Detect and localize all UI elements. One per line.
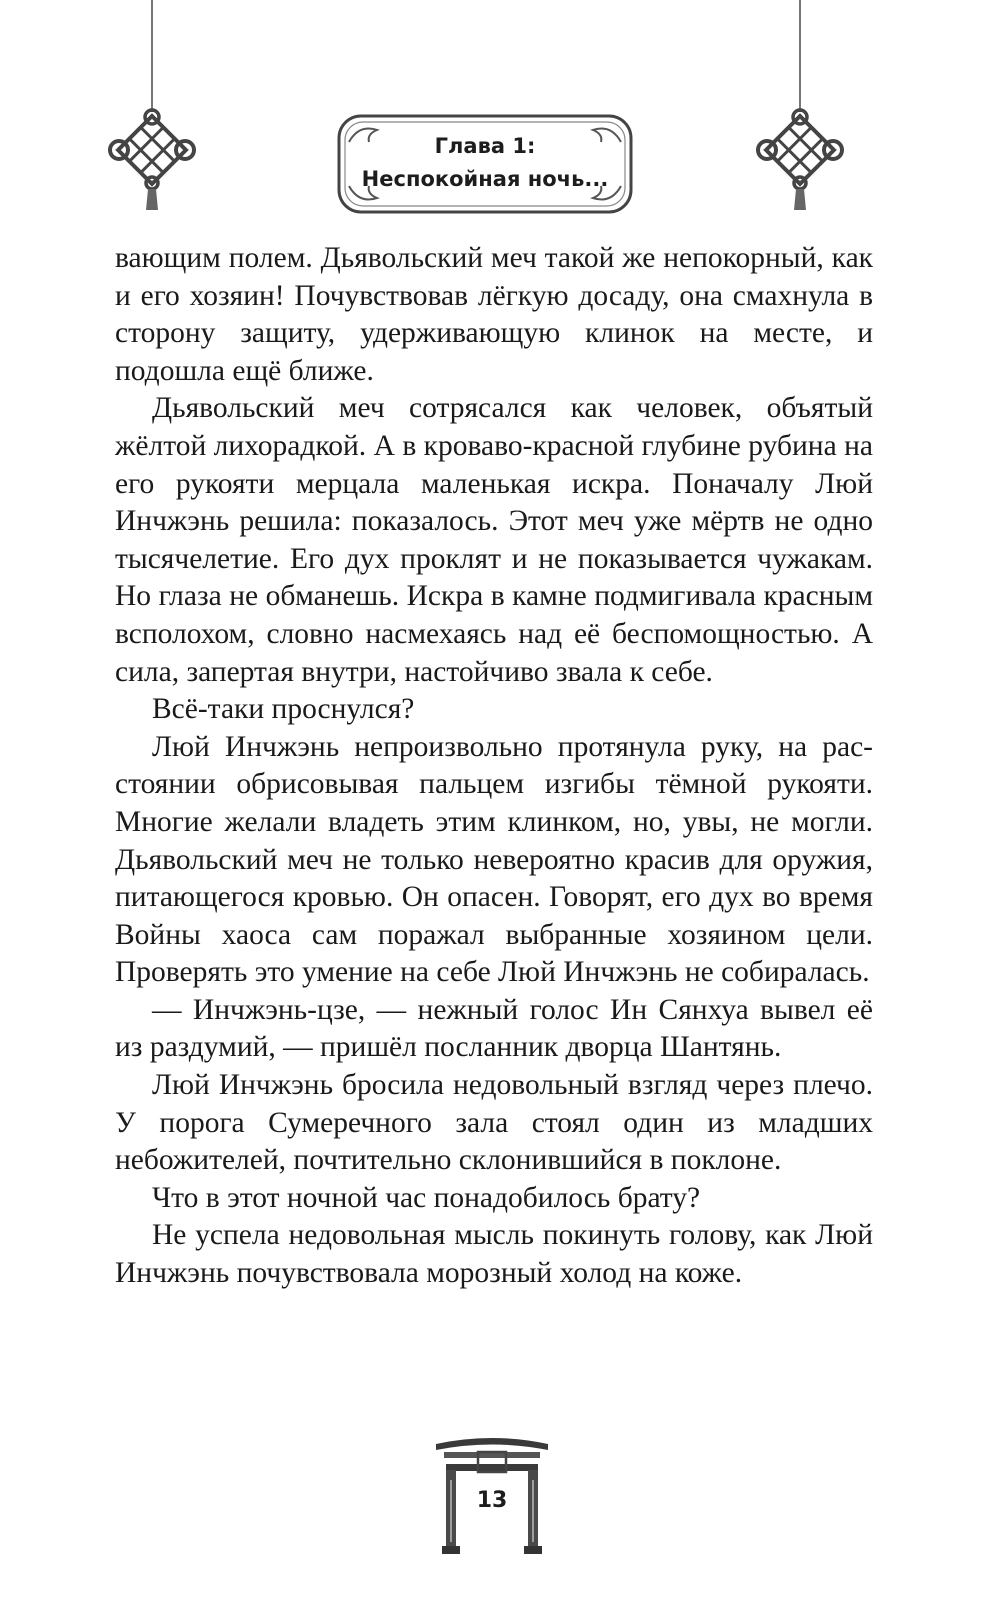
paragraph-4: Люй Инчжэнь непроизвольно протянула руку, на расстоянии обрисовывая пальцем изгибы тёмной рукояти. Многие желали владеть этим клинком, но, увы, не могли. Дьявольский меч не только невероятно красив для оружия, питающегося кровью. Он опасен. Говорят, его дух во время Войны хаоса сам поражал выбранные хозяином цели. Проверять это умение на себе Люй Инчжэнь не собиралась. xyxy=(115,730,873,989)
body-text xyxy=(115,240,873,1293)
chapter-title-line-2: Неспокойная ночь... xyxy=(361,167,609,191)
paragraph-8: Не успела недовольная мысль покинуть голову, как Люй Инчжэнь почувствовала морозный холод на коже. xyxy=(115,1219,873,1290)
paragraph-1: вающим полем. Дьявольский меч такой же непокорный, как и его хозяин! Почувствовав лёгкую досаду, она смахнула в сторону защиту, удерживающую клинок на месте, и подошла ещё ближе. xyxy=(115,242,873,387)
paragraph-6: Люй Инчжэнь бросила недовольный взгляд через плечо. У порога Сумеречного зала стоял один из младших небожителей, почтительно склонившийся в поклоне. xyxy=(115,1069,873,1177)
paragraph-2: Дьявольский меч сотрясался как человек, объятый жёлтой лихорадкой. А в кроваво-красной глубине рубина на его рукояти мерцала маленькая искра. Поначалу Люй Инчжэнь решила: показалось. Этот меч уже мёртв не одно тысячелетие. Его дух проклят и не показывается чужакам. Но глаза не обманешь. Искра в камне подмигивала красным всполохом, словно насмехаясь над её беспомощностью. А сила, запертая внутри, настойчиво звала к себе. xyxy=(115,392,873,688)
chapter-title-frame xyxy=(335,112,635,216)
paragraph-7: Что в этот ночной час понадобилось брату? xyxy=(152,1181,701,1214)
page-number: 13 xyxy=(476,1488,508,1513)
page-footer xyxy=(432,1430,552,1560)
chapter-title-line-1: Глава 1: xyxy=(434,134,536,158)
endless-knot-ornament-right xyxy=(755,0,845,215)
chapter-title xyxy=(335,130,635,196)
paragraph-3: Всё-таки проснулся? xyxy=(152,693,415,726)
paragraph-5: — Инчжэнь-цзе, — нежный голос Ин Сянхуа вывел её из раздумий, — пришёл посланник дворца Шантянь. xyxy=(115,993,873,1064)
endless-knot-ornament-left xyxy=(107,0,197,215)
